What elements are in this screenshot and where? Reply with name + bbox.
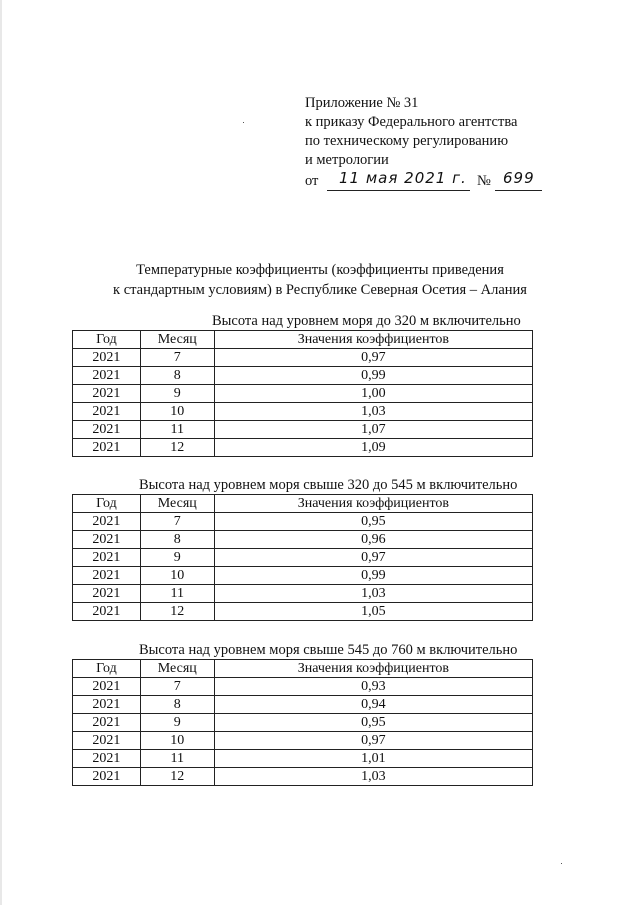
cell-month: 8: [140, 696, 214, 714]
appendix-line: и метрологии: [305, 152, 389, 168]
table-row: [73, 367, 533, 385]
cell-year: 2021: [73, 403, 141, 421]
order-date-number-line: [305, 169, 535, 194]
cell-coefficient: 1,00: [214, 385, 532, 403]
date-underline: [327, 190, 470, 191]
date-prefix: от: [305, 173, 319, 189]
appendix-header: [305, 94, 535, 194]
cell-coefficient: 0,97: [214, 349, 532, 367]
cell-coefficient: 1,09: [214, 439, 532, 457]
table-1-caption: Высота над уровнем моря до 320 м включительно: [212, 313, 521, 329]
cell-month: 11: [140, 750, 214, 768]
cell-year: 2021: [73, 421, 141, 439]
header-coefficient: Значения коэффициентов: [214, 660, 532, 678]
cell-month: 9: [140, 549, 214, 567]
scan-edge: [0, 0, 2, 905]
cell-coefficient: 0,94: [214, 696, 532, 714]
table-row: [73, 513, 533, 531]
table-2-caption: Высота над уровнем моря свыше 320 до 545 м включительно: [139, 477, 518, 493]
cell-coefficient: 0,97: [214, 732, 532, 750]
table-row: [73, 678, 533, 696]
cell-year: 2021: [73, 750, 141, 768]
cell-coefficient: 1,07: [214, 421, 532, 439]
cell-year: 2021: [73, 714, 141, 732]
header-year: Год: [73, 660, 141, 678]
header-coefficient: Значения коэффициентов: [214, 495, 532, 513]
cell-month: 12: [140, 603, 214, 621]
cell-year: 2021: [73, 585, 141, 603]
header-month: Месяц: [140, 495, 214, 513]
cell-year: 2021: [73, 549, 141, 567]
cell-coefficient: 1,05: [214, 603, 532, 621]
title-line-2: к стандартным условиям) в Республике Северная Осетия – Алания: [113, 282, 527, 298]
cell-coefficient: 1,03: [214, 403, 532, 421]
title-line-1: Температурные коэффициенты (коэффициенты приведения: [136, 262, 504, 278]
cell-month: 11: [140, 421, 214, 439]
cell-year: 2021: [73, 385, 141, 403]
header-year: Год: [73, 331, 141, 349]
cell-coefficient: 0,93: [214, 678, 532, 696]
cell-coefficient: 1,01: [214, 750, 532, 768]
cell-year: 2021: [73, 768, 141, 786]
table-row: [73, 421, 533, 439]
number-underline: [495, 190, 542, 191]
coefficients-table-3: [72, 659, 533, 786]
table-row: [73, 714, 533, 732]
cell-year: 2021: [73, 732, 141, 750]
cell-month: 12: [140, 439, 214, 457]
cell-coefficient: 0,97: [214, 549, 532, 567]
cell-month: 8: [140, 367, 214, 385]
table-row: [73, 385, 533, 403]
cell-year: 2021: [73, 367, 141, 385]
handwritten-number: 699: [503, 169, 535, 187]
table-row: [73, 585, 533, 603]
table-row: [73, 603, 533, 621]
header-month: Месяц: [140, 660, 214, 678]
table-row: [73, 439, 533, 457]
cell-month: 7: [140, 349, 214, 367]
appendix-line: к приказу Федерального агентства: [305, 114, 518, 130]
table-row: [73, 403, 533, 421]
cell-month: 7: [140, 678, 214, 696]
handwritten-date: 11 мая 2021 г.: [339, 169, 467, 187]
document-title: [0, 260, 640, 300]
cell-month: 10: [140, 732, 214, 750]
table-row: [73, 750, 533, 768]
cell-month: 7: [140, 513, 214, 531]
cell-month: 10: [140, 567, 214, 585]
cell-year: 2021: [73, 603, 141, 621]
cell-coefficient: 0,99: [214, 367, 532, 385]
cell-month: 10: [140, 403, 214, 421]
coefficients-table-1: [72, 330, 533, 457]
cell-year: 2021: [73, 531, 141, 549]
table-row: [73, 531, 533, 549]
cell-year: 2021: [73, 696, 141, 714]
table-row: [73, 768, 533, 786]
table-header-row: [73, 660, 533, 678]
number-prefix: №: [477, 173, 491, 189]
table-row: [73, 696, 533, 714]
cell-year: 2021: [73, 567, 141, 585]
scan-speck: [561, 863, 562, 864]
cell-month: 9: [140, 714, 214, 732]
cell-coefficient: 1,03: [214, 768, 532, 786]
header-month: Месяц: [140, 331, 214, 349]
cell-month: 11: [140, 585, 214, 603]
cell-year: 2021: [73, 678, 141, 696]
cell-coefficient: 0,95: [214, 513, 532, 531]
header-coefficient: Значения коэффициентов: [214, 331, 532, 349]
appendix-line: Приложение № 31: [305, 95, 419, 111]
cell-year: 2021: [73, 349, 141, 367]
table-header-row: [73, 331, 533, 349]
cell-coefficient: 0,95: [214, 714, 532, 732]
cell-month: 12: [140, 768, 214, 786]
cell-month: 9: [140, 385, 214, 403]
table-header-row: [73, 495, 533, 513]
scan-speck: [243, 122, 244, 123]
cell-coefficient: 0,96: [214, 531, 532, 549]
cell-year: 2021: [73, 513, 141, 531]
table-row: [73, 549, 533, 567]
cell-coefficient: 0,99: [214, 567, 532, 585]
table-row: [73, 349, 533, 367]
table-3-caption: Высота над уровнем моря свыше 545 до 760 м включительно: [139, 642, 518, 658]
cell-year: 2021: [73, 439, 141, 457]
header-year: Год: [73, 495, 141, 513]
table-row: [73, 732, 533, 750]
appendix-line: по техническому регулированию: [305, 133, 509, 149]
table-row: [73, 567, 533, 585]
cell-month: 8: [140, 531, 214, 549]
coefficients-table-2: [72, 494, 533, 621]
cell-coefficient: 1,03: [214, 585, 532, 603]
